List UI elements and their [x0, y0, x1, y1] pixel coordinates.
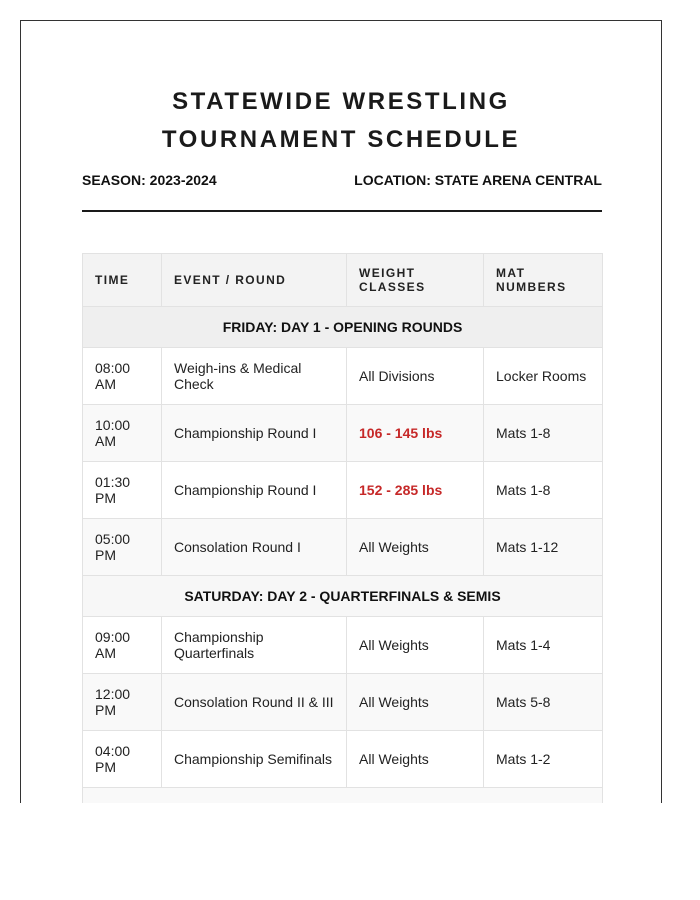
- cell-event: Championship Semifinals: [162, 731, 347, 788]
- cell-time: 04:00 PM: [83, 731, 162, 788]
- cell-mat: Mats 5-8: [484, 674, 603, 731]
- cell-event: Championship Quarterfinals: [162, 617, 347, 674]
- cell-time: 10:00 AM: [83, 405, 162, 462]
- table-row: [83, 519, 603, 576]
- table-row-cut-off: [83, 788, 603, 804]
- day-header-row: [83, 576, 603, 617]
- schedule-document: [20, 20, 662, 803]
- cell-event: Championship Round I: [162, 462, 347, 519]
- title-line-2: TOURNAMENT SCHEDULE: [161, 126, 521, 153]
- table-row: [83, 462, 603, 519]
- cell-time: 09:00 AM: [83, 617, 162, 674]
- cell-event: Consolation Round I: [162, 519, 347, 576]
- cell-mat: Mats 1-8: [484, 405, 603, 462]
- location-label: LOCATION: STATE ARENA CENTRAL: [354, 172, 602, 188]
- day-header-row: [83, 307, 603, 348]
- table-row: [83, 405, 603, 462]
- cell-mat: Mats 1-12: [484, 519, 603, 576]
- cell-event: Championship Round I: [162, 405, 347, 462]
- cell-time: 01:30 PM: [83, 462, 162, 519]
- cell-weight: All Weights: [347, 731, 484, 788]
- cell-weight: All Weights: [347, 617, 484, 674]
- table-row: [83, 348, 603, 405]
- page-title: [21, 83, 661, 159]
- table-row: [83, 731, 603, 788]
- cell-mat: Mats 1-2: [484, 731, 603, 788]
- column-header-mat-numbers: MAT NUMBERS: [484, 254, 603, 307]
- table-header-row: [83, 254, 603, 307]
- schedule-table: [82, 253, 603, 803]
- cell-weight-highlight: 152 - 285 lbs: [347, 462, 484, 519]
- cell-weight: All Weights: [347, 519, 484, 576]
- title-line-1: STATEWIDE WRESTLING: [172, 88, 510, 115]
- cell-mat: Mats 1-4: [484, 617, 603, 674]
- cell-mat: Locker Rooms: [484, 348, 603, 405]
- cell-time: 12:00 PM: [83, 674, 162, 731]
- column-header-weight-classes: WEIGHT CLASSES: [347, 254, 484, 307]
- cell-event: Weigh-ins & Medical Check: [162, 348, 347, 405]
- cell-weight-highlight: 106 - 145 lbs: [347, 405, 484, 462]
- cell-time: 08:00 AM: [83, 348, 162, 405]
- cell-weight: All Divisions: [347, 348, 484, 405]
- day-label: SATURDAY: DAY 2 - QUARTERFINALS & SEMIS: [83, 576, 603, 617]
- season-label: SEASON: 2023-2024: [82, 172, 217, 188]
- header-divider: [82, 210, 602, 212]
- cell-mat: Mats 1-8: [484, 462, 603, 519]
- table-row: [83, 674, 603, 731]
- cell-weight: All Weights: [347, 674, 484, 731]
- cell-time: 05:00 PM: [83, 519, 162, 576]
- column-header-time: TIME: [83, 254, 162, 307]
- document-meta: [82, 172, 602, 190]
- table-row: [83, 617, 603, 674]
- day-label: FRIDAY: DAY 1 - OPENING ROUNDS: [83, 307, 603, 348]
- column-header-event: EVENT / ROUND: [162, 254, 347, 307]
- cell-event: Consolation Round II & III: [162, 674, 347, 731]
